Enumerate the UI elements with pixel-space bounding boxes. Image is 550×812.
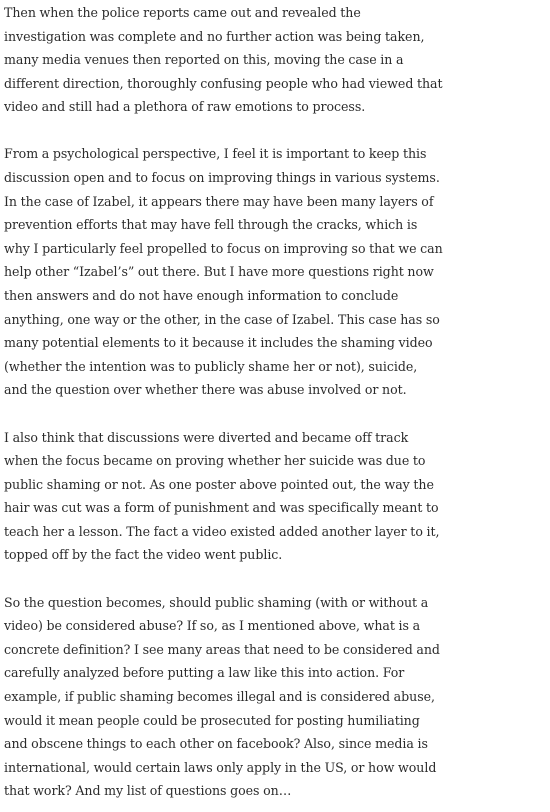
post-paragraph-4: So the question becomes, should public shaming (with or without a video) be considered abuse? If so, as I mentioned above, what is a concrete definition? I see many areas that need to be considered and carefully analyzed before putting a law like this into action. For example, if public shaming becomes illegal and is considered abuse, would it mean people could be prosecuted for posting humiliating and obscene things to each other on facebook? Also, since media is international, would certain laws only apply in the US, or how would that work? And my list of questions goes on… xyxy=(4,594,440,799)
post-paragraph-2: From a psychological perspective, I feel it is important to keep this discussion open and to focus on improving things in various systems. In the case of Izabel, it appears there may have been many layers of prevention efforts that may have fell through the cracks, which is why I particularly feel propelled to focus on improving so that we can help other “Izabel’s” out there. But I have more questions right now then answers and do not have enough information to conclude anything, one way or the other, in the case of Izabel. This case has so many potential elements to it because it includes the shaming video (whether the intention was to publicly shame her or not), suicide, and the question over whether there was abuse involved or not. xyxy=(4,146,443,398)
post-paragraph-3: I also think that discussions were diverted and became off track when the focus became on proving whether her suicide was due to public shaming or not. As one poster above pointed out, the way the hair was cut was a form of punishment and was specifically meant to teach her a lesson. The fact a video existed added another layer to it, topped off by the fact the video went public. xyxy=(4,429,440,563)
post-paragraph-1: Then when the police reports came out and revealed the investigation was complete and no further action was being taken, many media venues then reported on this, moving the case in a different direction, thoroughly confusing people who had viewed that video and still had a plethora of raw emotions to process. xyxy=(4,5,443,115)
